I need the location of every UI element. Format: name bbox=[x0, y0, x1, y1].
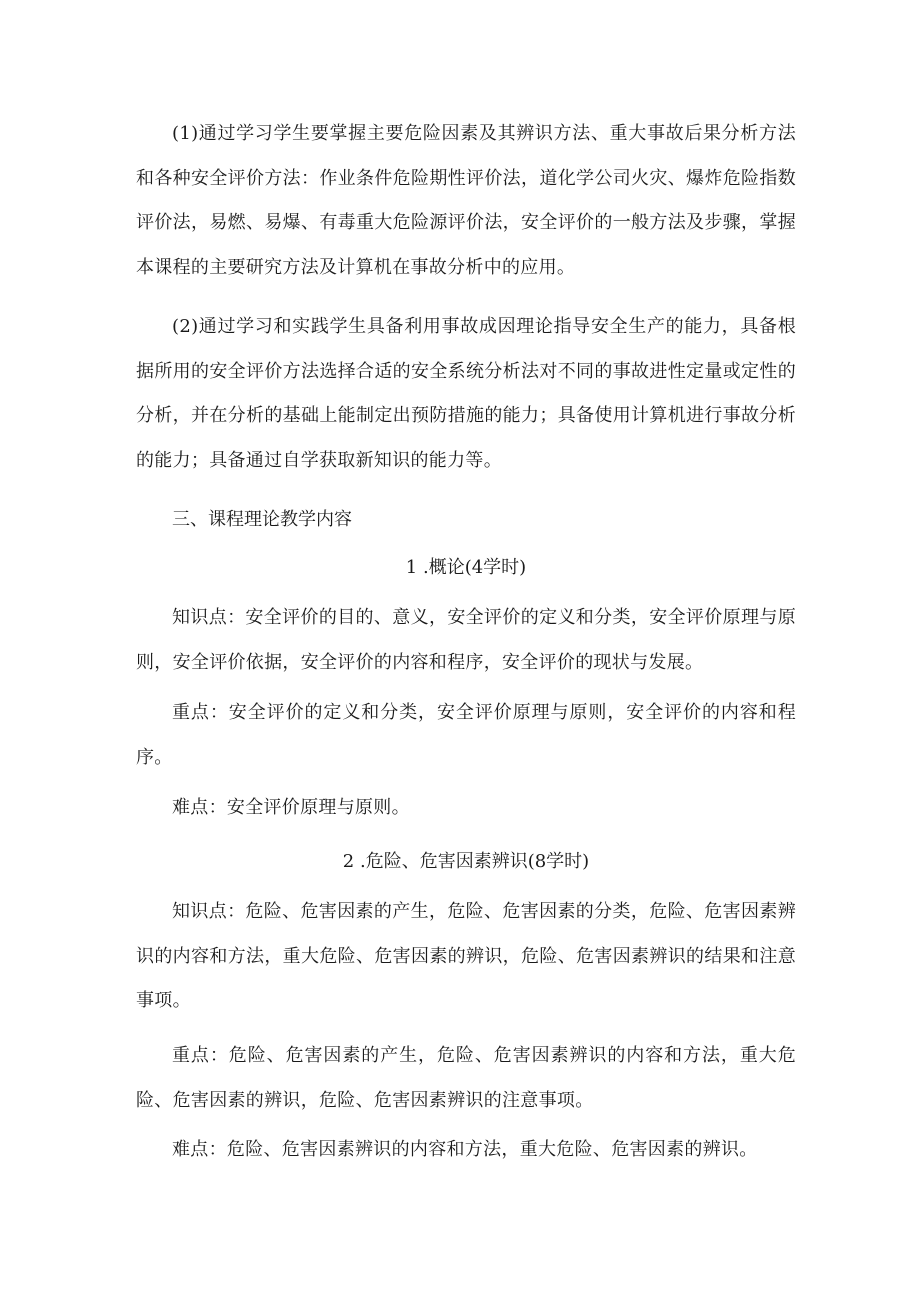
chapter-2-knowledge: 知识点：危险、危害因素的产生，危险、危害因素的分类，危险、危害因素辨识的内容和方法，重大危险、危害因素的辨识，危险、危害因素辨识的结果和注意事项。 bbox=[136, 901, 796, 1012]
chapter-1-title: 1 .概论(4学时) bbox=[405, 557, 527, 578]
chapter-2-key-points: 重点：危险、危害因素的产生，危险、危害因素辨识的内容和方法，重大危险、危害因素的辨识，危险、危害因素辨识的注意事项。 bbox=[136, 1045, 796, 1111]
chapter-2-title: 2 .危险、危害因素辨识(8学时) bbox=[342, 851, 590, 872]
chapter-2-difficulties: 难点：危险、危害因素辨识的内容和方法，重大危险、危害因素的辨识。 bbox=[172, 1139, 758, 1160]
objective-paragraph-1: (1)通过学习学生要掌握主要危险因素及其辨识方法、重大事故后果分析方法和各种安全评价方法：作业条件危险期性评价法，道化学公司火灾、爆炸危险指数评价法，易燃、易爆、有毒重大危险源评价法，安全评价的一般方法及步骤，掌握本课程的主要研究方法及计算机在事故分析中的应用。 bbox=[136, 123, 796, 278]
section-title: 三、课程理论教学内容 bbox=[172, 509, 352, 530]
chapter-1-knowledge: 知识点：安全评价的目的、意义，安全评价的定义和分类，安全评价原理与原则，安全评价依据，安全评价的内容和程序，安全评价的现状与发展。 bbox=[136, 607, 796, 673]
objective-paragraph-2: (2)通过学习和实践学生具备利用事故成因理论指导安全生产的能力，具备根据所用的安全评价方法选择合适的安全系统分析法对不同的事故进性定量或定性的分析，并在分析的基础上能制定出预防措施的能力；具备使用计算机进行事故分析的能力；具备通过自学获取新知识的能力等。 bbox=[136, 316, 796, 471]
chapter-1-difficulties: 难点：安全评价原理与原则。 bbox=[172, 797, 410, 818]
chapter-1-key-points: 重点：安全评价的定义和分类，安全评价原理与原则，安全评价的内容和程序。 bbox=[136, 702, 796, 768]
